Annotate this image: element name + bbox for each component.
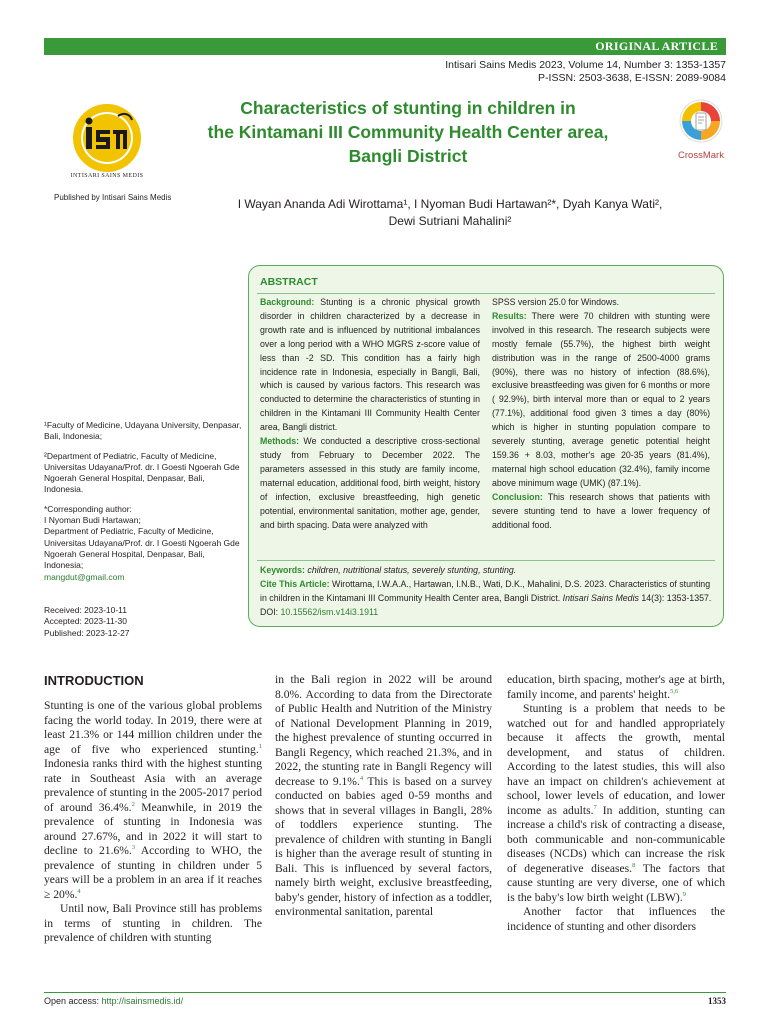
- citation-ref[interactable]: 5,6: [670, 687, 679, 695]
- results-label: Results:: [492, 310, 527, 321]
- methods-text: We conducted a descriptive cross-sectional study from February to December 2022. The parameters assessed in this study are family income, maternal education, additional food, birth weight, history of infection, exclusive breastfeeding, high genetic potential, environmental sanitation, mother age, gender, and birth spacing. Data were analyzed with: [260, 436, 480, 530]
- text-span: Stunting is a problem that needs to be watched out for and handled appropriately because it affects the growth, mental development, and status of children. According to the latest studies, this will also have an impact on children's achievement at school, lower levels of education, and lower income as adults.: [507, 702, 725, 817]
- article-dates: [44, 605, 130, 639]
- affiliation-1: ¹Faculty of Medicine, Udayana University, Denpasar, Bali, Indonesia;: [44, 420, 242, 442]
- open-access-label: Open access:: [44, 996, 102, 1006]
- abstract-background: [260, 296, 480, 435]
- abstract-conclusion: [492, 491, 710, 533]
- title-line-3: Bangli District: [348, 146, 468, 166]
- title-line-2: the Kintamani III Community Health Center area,: [207, 122, 609, 142]
- crossmark-badge[interactable]: [675, 98, 727, 162]
- background-label: Background:: [260, 297, 315, 307]
- affiliation-2: ²Department of Pediatric, Faculty of Medicine, Universitas Udayana/Prof. dr. I Goesti Ngoerah Gde Ngoerah General Hospital, Denpasar, Bali, Indonesia.: [44, 450, 240, 495]
- citation-ref[interactable]: 7: [593, 803, 597, 811]
- intro-paragraph-3: [507, 702, 725, 905]
- authors-line-2: Dewi Sutriani Mahalini²: [388, 214, 512, 228]
- text-span: According to WHO, the prevalence of stunting in children under 5 years will be a problem in an area if it reaches ≥ 20%.: [44, 844, 262, 901]
- citation-ref[interactable]: 4: [77, 887, 81, 895]
- corr-email-link[interactable]: mangdut@gmail.com: [44, 571, 125, 582]
- cite-text: Wirottama, I.W.A.A., Hartawan, I.N.B., Wati, D.K., Mahalini, D.S. 2023. Characteristics of stunting in children in the Kintamani III Community Health Center area, Bangli District.: [260, 579, 711, 603]
- citation-ref[interactable]: 4: [359, 774, 364, 782]
- abstract-left-column: [260, 296, 480, 532]
- text-span: Stunting is one of the various global problems facing the world today. In 2019, there were at least 21.3% or 144 million children under the age of five who experienced stunting.: [44, 699, 262, 756]
- citation-ref[interactable]: 1: [258, 742, 262, 750]
- methods-continued: SPSS version 25.0 for Windows.: [492, 297, 620, 307]
- introduction-heading: INTRODUCTION: [44, 673, 144, 688]
- results-text: There were 70 children with stunting were involved in this research. The research subjects were mostly female (55.7%), the highest birth weight distribution was in the range of 2500-4000 grams (90%), there was no history of infection (88.6%), exclusive breastfeeding was given for 6 months or more ( 92.9%), birth interval more than or equal to 2 years (77.1%), additional food given 3 times a day (80%) which is higher in stunting population compare to severely stunting, average genetic potential height 159.36 + 8.03, mother's age 20-35 years (81.4%), maternal high school education (32.4%), family income above minimum wage (UMK) (87.1%).: [492, 310, 710, 488]
- cite-volume: 14(3): 1353-1357. DOI:: [260, 593, 712, 617]
- text-span: Until now, Bali Province still has problems in terms of stunting in children. The prevalence of children with stunting: [44, 902, 262, 944]
- citation-ref[interactable]: 9: [682, 890, 686, 898]
- abstract-heading: ABSTRACT: [260, 276, 318, 288]
- abstract-methods: [260, 435, 480, 532]
- author-list: [200, 196, 700, 230]
- crossmark-label: CrossMark: [678, 150, 724, 161]
- affiliations: [44, 420, 244, 583]
- authors-line-1: I Wayan Ananda Adi Wirottama¹, I Nyoman Budi Hartawan²*, Dyah Kanya Wati²,: [237, 197, 663, 211]
- keywords-line: [260, 563, 715, 577]
- journal-info: [445, 59, 726, 85]
- intro-paragraph-2-cont: [275, 673, 492, 920]
- corresponding-author: [44, 504, 244, 583]
- text-span: Indonesia ranks third with the highest stunting rate in Southeast Asia with an average prevalence of stunting in the 2005-2017 period of around 36.4%.: [44, 757, 262, 814]
- conclusion-text: This research shows that patients with severe stunting tend to have a lower frequency of additional food.: [492, 491, 710, 530]
- keywords-label: Keywords:: [260, 565, 305, 575]
- corr-dept: Department of Pediatric, Faculty of Medicine, Universitas Udayana/Prof. dr. I Goesti Ngoerah Gde Ngoerah General Hospital, Denpasar, Bali, Indonesia;: [44, 526, 240, 571]
- abstract-right-column: [492, 296, 710, 532]
- citation-ref[interactable]: 3: [131, 844, 136, 852]
- crossmark-icon: [678, 98, 724, 144]
- journal-citation: Intisari Sains Medis 2023, Volume 14, Number 3: 1353-1357: [445, 59, 726, 71]
- cite-journal: Intisari Sains Medis: [562, 593, 639, 603]
- intro-paragraph-2-start: [44, 902, 262, 946]
- cite-label: Cite This Article:: [260, 579, 330, 589]
- publisher-line: Published by Intisari Sains Medis: [54, 193, 172, 202]
- page-number: 1353: [708, 996, 726, 1006]
- keywords-text: children, nutritional status, severely stunting, stunting.: [304, 565, 517, 575]
- abstract-box: [248, 265, 724, 627]
- text-span: The factors that cause stunting are very diverse, one of which is the baby's low birth weight (LBW).: [507, 861, 725, 904]
- background-text: Stunting is a chronic physical growth disorder in children characterized by a decrease in growth rate and is influenced by nutritional imbalances over a long period with a WHO MGRS z-score value of less than -2 SD. This condition has a fairly high incidence rate in Indonesia, especially in Bangli, Bali, which is caused by various factors. This research was conducted to determine the characteristics of stunting in children in the Kintamani III Community Health Center area, Bangli district.: [260, 297, 480, 433]
- intro-paragraph-1: [44, 699, 262, 902]
- body-column-3: [507, 673, 725, 934]
- journal-issn: P-ISSN: 2503-3638, E-ISSN: 2089-9084: [538, 72, 726, 84]
- received-date: Received: 2023-10-11: [44, 605, 128, 615]
- doi-link[interactable]: 10.15562/ism.v14i3.1911: [280, 607, 379, 617]
- footer-open-access: [44, 996, 183, 1006]
- intro-paragraph-4: Another factor that influences the incidence of stunting and other disorders: [507, 905, 725, 933]
- abstract-divider: [257, 293, 715, 294]
- logo-caption: INTISARI SAINS MEDIS: [70, 173, 144, 179]
- title-line-1: Characteristics of stunting in children in: [240, 98, 576, 118]
- corr-label: *Corresponding author:: [44, 503, 132, 514]
- keywords-block: [260, 563, 715, 619]
- text-span: education, birth spacing, mother's age at birth, family income, and parents' height.$^{5,6}$: [507, 673, 725, 701]
- text-span: in the Bali region in 2022 will be around 8.0%. According to data from the Directorate of Public Health and Nutrition of the Ministry of National Development Planning in 2019, the highest prevalence of stunting occurred in Bangli Regency, which reached 21.3%, and in 2022, the stunting rate in Bangli Regency will decrease to 9.1%.$^4$ This is based on a survey conducted on babies aged 0-59 months and shows that in several villages in Bangli, 28% of toddlers experience stunting. The prevalence of children with stunting in Bangli is higher than the average result of stunting in Bali. This is influenced by several factors, namely birth weight, exclusive breastfeeding, baby's gender, history of infection as a toddler, environmental sanitation, parental: [275, 673, 493, 918]
- intro-paragraph-2-end: [507, 673, 725, 702]
- cite-line: [260, 577, 715, 619]
- keywords-divider: [257, 560, 715, 561]
- text-span: In addition, stunting can increase a child's risk of contracting a disease, both communicable and non-communicable diseases (NCDs) which can increase the risk of degenerative diseases.: [507, 803, 725, 875]
- corr-name: I Nyoman Budi Hartawan;: [44, 515, 141, 526]
- body-column-2: [275, 673, 492, 920]
- article-type-label: ORIGINAL ARTICLE: [595, 39, 718, 53]
- accepted-date: Accepted: 2023-11-30: [44, 616, 128, 627]
- published-date: Published: 2023-12-27: [44, 627, 130, 638]
- header-banner: [44, 38, 726, 55]
- body-column-1: [44, 673, 262, 946]
- abstract-results: [492, 310, 710, 491]
- conclusion-label: Conclusion:: [492, 491, 543, 502]
- text-span: Meanwhile, in 2019 the prevalence of stunting in Indonesia was around 27.67%, and in 2022 it will start to decline to 21.6%.: [44, 800, 262, 857]
- article-title: [168, 96, 648, 168]
- journal-url-link[interactable]: http://isainsmedis.id/: [101, 996, 184, 1006]
- citation-ref[interactable]: 2: [131, 800, 135, 808]
- footer-divider: [44, 992, 726, 993]
- citation-ref[interactable]: 8: [632, 861, 636, 869]
- methods-label: Methods:: [260, 436, 300, 447]
